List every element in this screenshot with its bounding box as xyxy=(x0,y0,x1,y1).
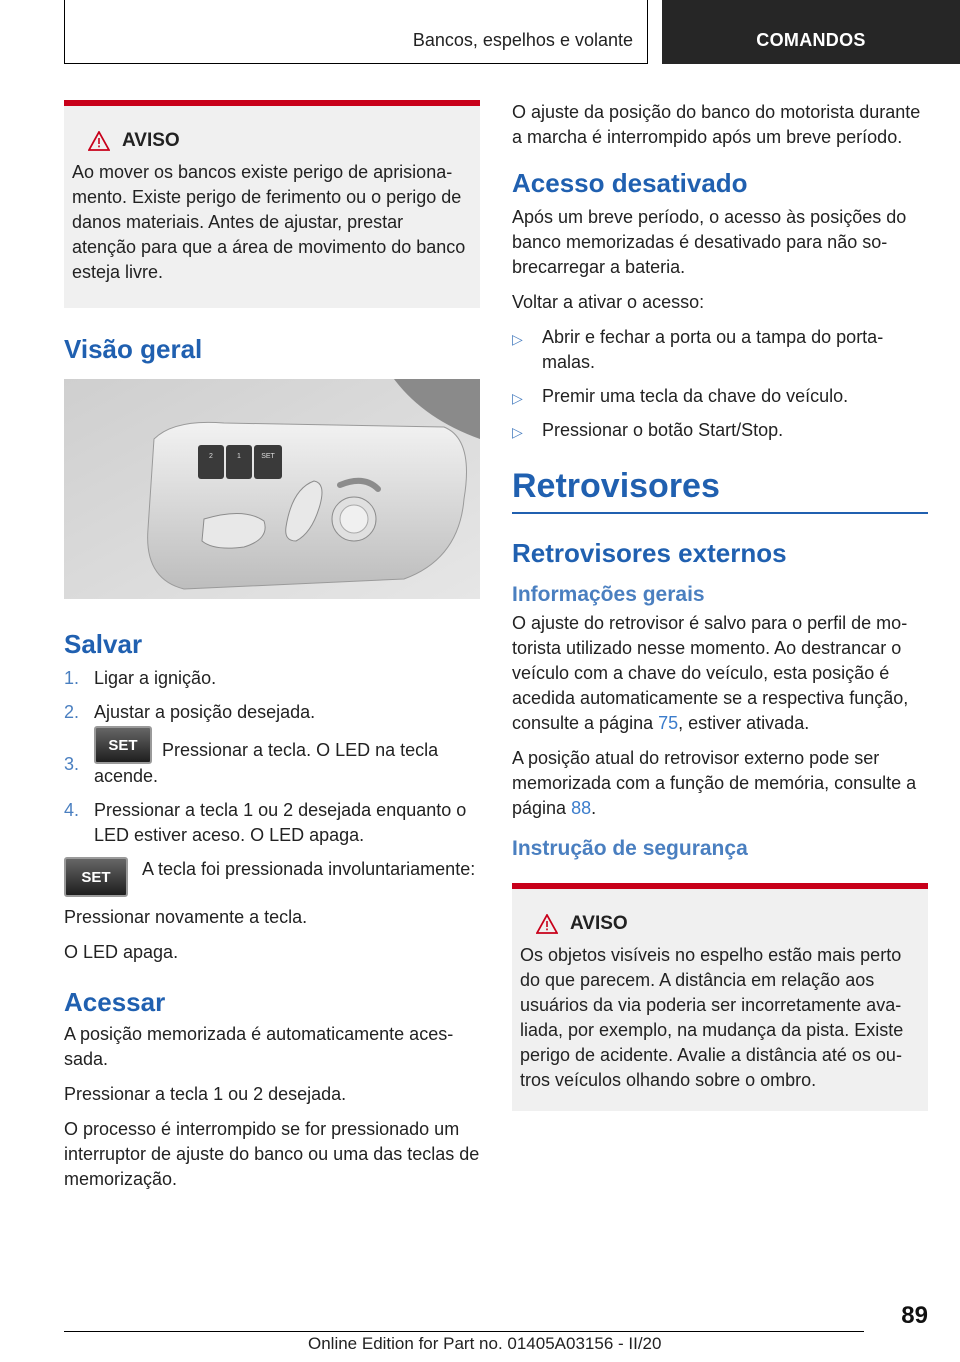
step-number: 1. xyxy=(64,668,80,688)
access-paragraph: A posição memorizada é automaticamente acessada. xyxy=(64,1024,454,1070)
heading-general-info: Informações gerais xyxy=(512,583,705,606)
list-item xyxy=(512,418,928,443)
set-button-icon: SET xyxy=(94,726,152,764)
bullet-text: Abrir e fechar a porta ou a tampa do porta-malas. xyxy=(542,327,884,372)
warning-title xyxy=(72,130,472,152)
heading-mirrors-block xyxy=(512,467,928,514)
right-column xyxy=(512,100,928,1111)
step-text: Pressionar a tecla 1 ou 2 desejada enquanto o LED estiver aceso. O LED apaga. xyxy=(94,800,467,846)
header-section-title: Bancos, espelhos e volante xyxy=(412,30,633,50)
list-item xyxy=(64,798,480,848)
list-item xyxy=(64,734,480,789)
header-chapter-tab xyxy=(662,0,960,64)
warning-box-seats xyxy=(64,100,480,308)
header-chapter-label: COMANDOS xyxy=(756,30,866,50)
bullet-text: Pressionar o botão Start/Stop. xyxy=(542,420,784,440)
seat-panel-illustration xyxy=(64,379,480,599)
warning-triangle-icon xyxy=(88,131,110,151)
footer-edition: Online Edition for Part no. 01405A03156 - II/20 xyxy=(308,1334,662,1353)
page-link-75[interactable]: 75 xyxy=(658,713,679,733)
step-text: Pressionar a tecla. O LED na tecla acende. xyxy=(94,740,439,787)
heading-external-mirrors: Retrovisores externos xyxy=(512,538,787,568)
seat-controls-photo xyxy=(64,379,480,599)
warning-text: Os objetos visíveis no espelho estão mais perto do que parecem. A distância em relação aos usuários da via poderia ser incorretamente avaliada, por exemplo, na mudança da pista. Existe perigo de acidente. Avalie a distância até os outros veículos olhando sobre o ombro. xyxy=(520,945,904,1090)
heading-access-disabled: Acesso desativado xyxy=(512,168,748,198)
memory-button-1-label: 1 xyxy=(237,453,241,460)
list-item xyxy=(512,384,928,409)
note-text: A tecla foi pressionada involuntariamente: xyxy=(142,859,476,880)
bullet-text: Premir uma tecla da chave do veículo. xyxy=(542,386,849,406)
left-column xyxy=(64,100,480,1202)
list-item xyxy=(64,700,480,725)
memory-button-2-label: 2 xyxy=(209,453,213,460)
access-paragraph: Pressionar a tecla 1 ou 2 desejada. xyxy=(64,1084,347,1105)
triangle-bullet-icon: ▷ xyxy=(512,390,523,406)
set-button-icon: SET xyxy=(64,857,128,897)
triangle-bullet-icon: ▷ xyxy=(512,331,523,347)
access-disabled-paragraph: Após um breve período, o acesso às posições do banco memorizadas é desativado para não sobrecarregar a bateria. xyxy=(512,207,907,277)
note-paragraph: O LED apaga. xyxy=(64,942,179,963)
page-link-88[interactable]: 88 xyxy=(571,798,592,818)
warning-triangle-icon xyxy=(536,914,558,934)
step-number: 2. xyxy=(64,702,80,722)
warning-title-text: AVISO xyxy=(570,913,628,934)
warning-title-text: AVISO xyxy=(122,130,180,151)
list-item xyxy=(64,666,480,691)
heading-safety: Instrução de segurança xyxy=(512,837,748,860)
note-block xyxy=(64,857,480,897)
heading-mirrors: Retrovisores xyxy=(512,467,720,505)
step-number: 3. xyxy=(64,754,80,774)
header-section-box xyxy=(64,0,648,64)
general-paragraph-2: A posição atual do retrovisor externo pode ser memorizada com a função de memória, consulte a página 88. xyxy=(512,748,917,818)
step-text: Ajustar a posição desejada. xyxy=(94,702,316,722)
warning-title xyxy=(520,913,920,935)
access-paragraph: O processo é interrompido se for pressionado um interruptor de ajuste do banco ou uma das teclas de memorização. xyxy=(64,1119,480,1190)
heading-overview: Visão geral xyxy=(64,334,203,364)
memory-button-set-label: SET xyxy=(261,453,275,460)
reactivate-list xyxy=(512,325,928,443)
warning-text: Ao mover os bancos existe perigo de aprisionamento. Existe perigo de ferimento ou o perigo de danos materiais. Antes de ajustar, prestar atenção para que a área de movimento do banco esteja livre. xyxy=(72,162,466,282)
reactivate-paragraph: Voltar a ativar o acesso: xyxy=(512,292,705,312)
list-item xyxy=(512,325,928,375)
intro-paragraph: O ajuste da posição do banco do motorista durante a marcha é interrompido após um breve período. xyxy=(512,102,921,147)
memory-buttons xyxy=(198,445,282,479)
general-paragraph-1: O ajuste do retrovisor é salvo para o perfil de motorista utilizado nesse momento. Ao destrancar o veículo com a chave do veículo, esta posição é acedida automaticamente se a respectiva função, consulte a página 75, estiver ativada. xyxy=(512,613,909,733)
warning-box-mirrors xyxy=(512,883,928,1111)
note-paragraph: Pressionar novamente a tecla. xyxy=(64,907,308,928)
save-steps-list xyxy=(64,666,480,848)
page-number: 89 xyxy=(901,1302,928,1329)
heading-save: Salvar xyxy=(64,629,143,659)
triangle-bullet-icon: ▷ xyxy=(512,424,523,440)
step-number: 4. xyxy=(64,800,80,821)
heading-access: Acessar xyxy=(64,987,166,1018)
footer-divider xyxy=(64,1331,864,1332)
step-text: Ligar a ignição. xyxy=(94,668,217,688)
